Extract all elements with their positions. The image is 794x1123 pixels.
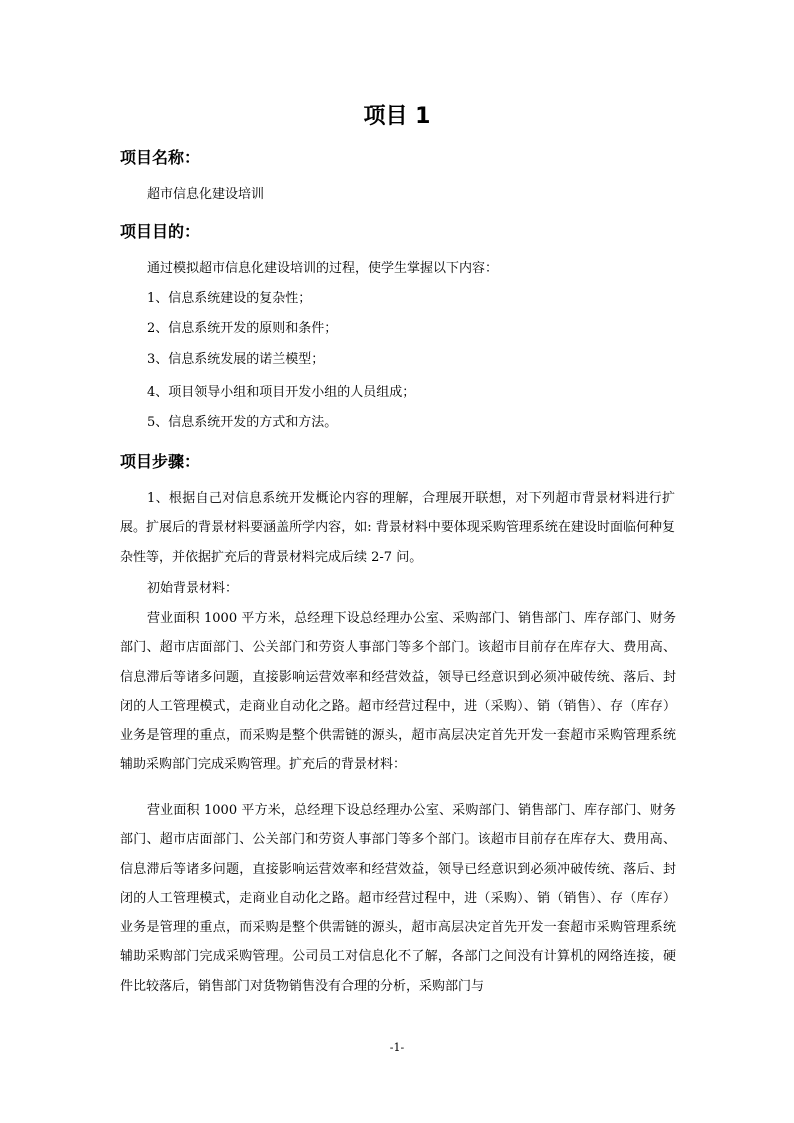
page-title: 项目 1 [363,104,431,129]
step-1-paragraph: 1、根据自己对信息系统开发概论内容的理解，合理展开联想，对下列超市背景材料进行扩展。扩展后的背景材料要涵盖所学内容，如: 背景材料中要体现采购管理系统在建设时面临何种复杂性等，并依据扩充后的背景材料完成后续 2-7 问。 [120,491,675,565]
purpose-item-3: 3、信息系统发展的诺兰模型； [147,352,325,367]
page-number: -1- [389,1041,405,1054]
initial-background-paragraph: 营业面积 1000 平方米，总经理下设总经理办公室、采购部门、销售部门、库存部门、财务部门、超市店面部门、公关部门和劳资人事部门等多个部门。该超市目前存在库存大、费用高、信息滞后等诸多问题，直接影响运营效率和经营效益，领导已经意识到必须冲破传统、落后、封闭的人工管理模式，走商业自动化之路。超市经营过程中，进（采购）、销（销售）、存（库存）业务是管理的重点，而采购是整个供需链的源头，超市高层决定首先开发一套超市采购管理系统辅助采购部门完成采购管理。扩充后的背景材料： [120,611,676,773]
initial-background-label: 初始背景材料： [147,581,239,596]
project-steps-heading: 项目步骤： [120,452,201,471]
project-purpose-heading: 项目目的： [120,222,201,241]
purpose-item-1: 1、信息系统建设的复杂性； [147,291,312,306]
purpose-intro: 通过模拟超市信息化建设培训的过程，使学生掌握以下内容： [147,261,499,276]
purpose-item-4: 4、项目领导小组和项目开发小组的人员组成； [147,385,416,400]
project-name-heading: 项目名称： [120,148,201,167]
project-name-text: 超市信息化建设培训 [147,187,265,202]
purpose-item-5: 5、信息系统开发的方式和方法。 [147,415,338,430]
expanded-background-paragraph: 营业面积 1000 平方米，总经理下设总经理办公室、采购部门、销售部门、库存部门、财务部门、超市店面部门、公关部门和劳资人事部门等多个部门。该超市目前存在库存大、费用高、信息滞后等诸多问题，直接影响运营效率和经营效益，领导已经意识到必须冲破传统、落后、封闭的人工管理模式，走商业自动化之路。超市经营过程中，进（采购）、销（销售）、存（库存）业务是管理的重点，而采购是整个供需链的源头，超市高层决定首先开发一套超市采购管理系统辅助采购部门完成采购管理。公司员工对信息化不了解，各部门之间没有计算机的网络连接，硬件比较落后，销售部门对货物销售没有合理的分析，采购部门与 [120,803,676,994]
purpose-item-2: 2、信息系统开发的原则和条件； [147,321,338,336]
